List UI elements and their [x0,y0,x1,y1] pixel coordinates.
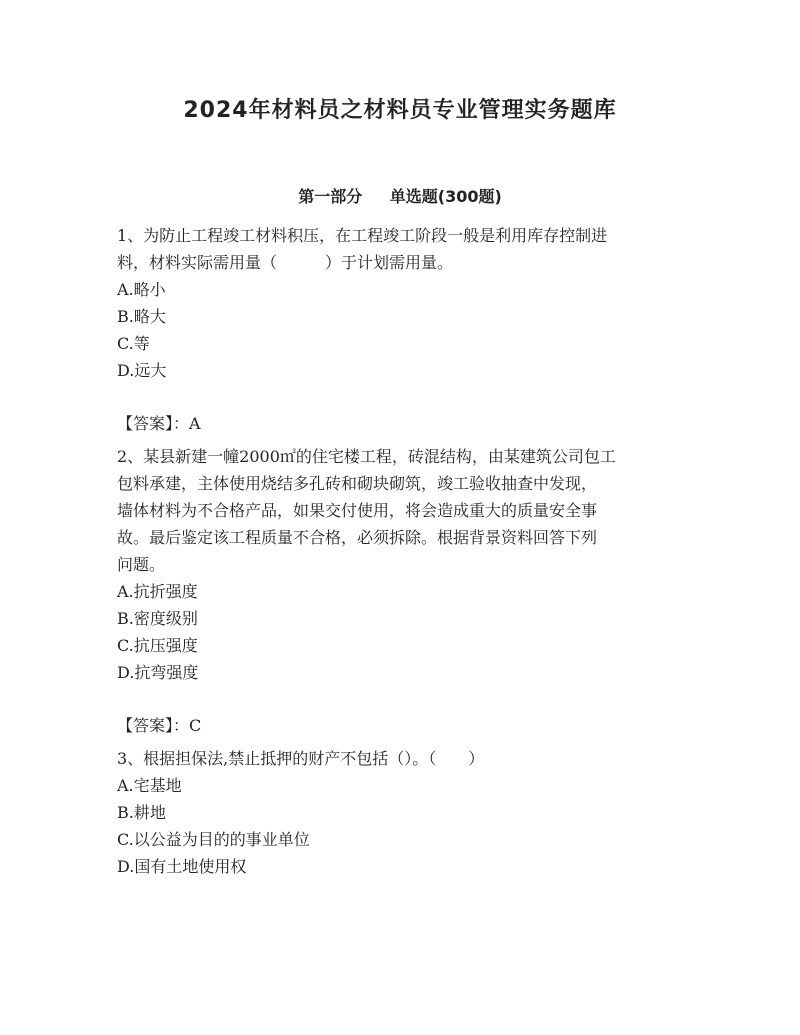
option-a: A.宅基地 [117,776,182,795]
question-text-line: 1、为防止工程竣工材料积压，在工程竣工阶段一般是利用库存控制进 [117,226,608,245]
question-text-line: 问题。 [117,555,166,574]
option-d: D.抗弯强度 [117,663,199,682]
option-d: D.远大 [117,361,167,380]
answer-label: 【答案】：A [117,414,201,433]
option-b: B.略大 [117,307,166,326]
document-title: 2024年材料员之材料员专业管理实务题库 [183,98,617,123]
question-3 [117,745,687,880]
question-text-line: 料，材料实际需用量（ ）于计划需用量。 [117,253,454,272]
question-text-line: 墙体材料为不合格产品，如果交付使用，将会造成重大的质量安全事 [117,501,598,520]
question-text-line: 2、某县新建一幢2000㎡的住宅楼工程，砖混结构，由某建筑公司包工 [117,447,616,466]
option-a: A.抗折强度 [117,582,198,601]
section-heading: 第一部分 单选题(300题) [298,187,502,206]
answer-label: 【答案】：C [117,716,202,735]
option-b: B.密度级别 [117,609,198,628]
question-text-line: 包料承建，主体使用烧结多孔砖和砌块砌筑，竣工验收抽查中发现， [117,474,598,493]
question-1 [117,222,687,437]
question-text-line: 故。最后鉴定该工程质量不合格，必须拆除。根据背景资料回答下列 [117,528,598,547]
option-a: A.略小 [117,280,166,299]
question-block [117,222,687,880]
option-b: B.耕地 [117,803,166,822]
option-c: C.等 [117,334,150,353]
question-2 [117,443,687,739]
option-c: C.抗压强度 [117,636,198,655]
question-text-line: 3、根据担保法,禁止抵押的财产不包括（）。（ ） [117,749,485,768]
option-d: D.国有土地使用权 [117,857,247,876]
option-c: C.以公益为目的的事业单位 [117,830,310,849]
